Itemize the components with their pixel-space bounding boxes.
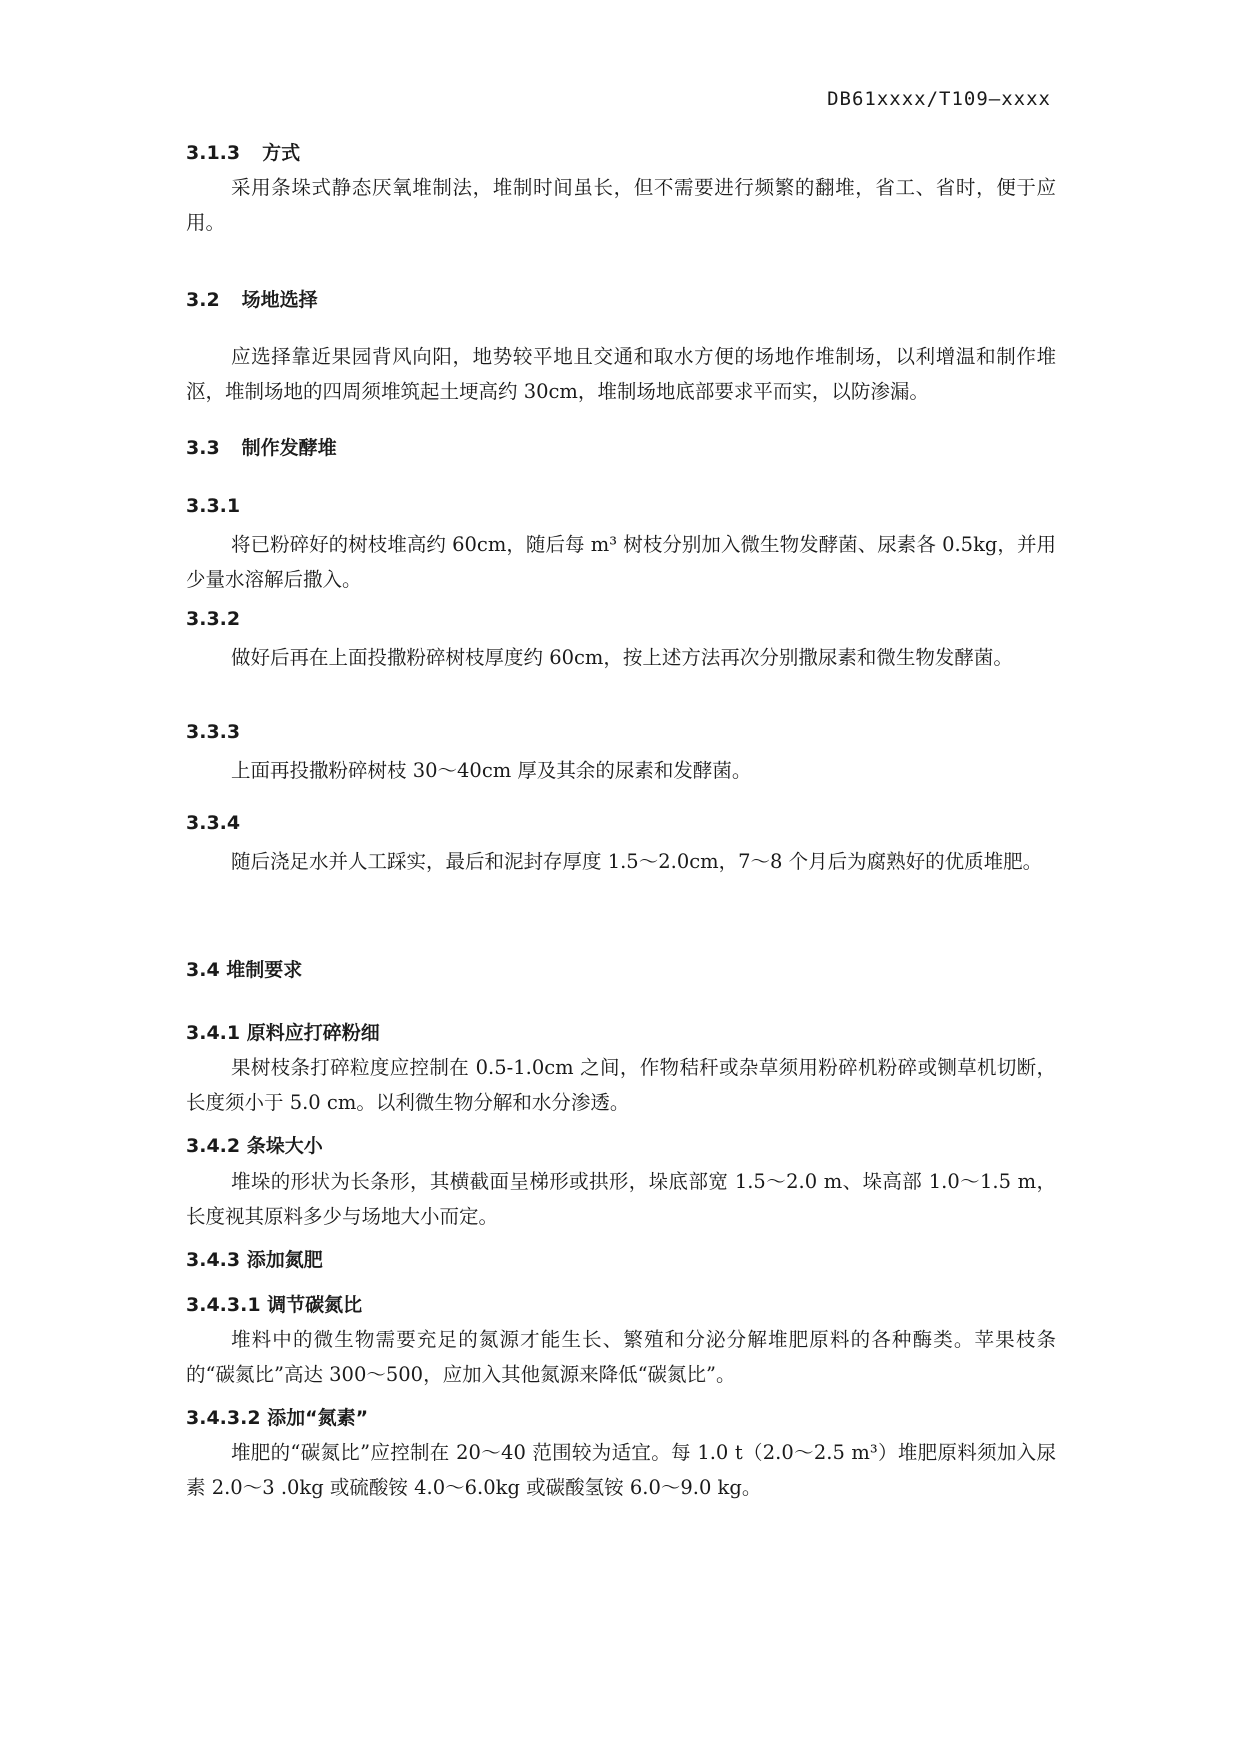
paragraph-3-4-1: 果树枝条打碎粒度应控制在 0.5-1.0cm 之间，作物秸秆或杂草须用粉碎机粉碎或铡草机切断，长度须小于 5.0 cm。以利微生物分解和水分渗透。	[186, 1056, 1056, 1114]
paragraph-3-3-1: 将已粉碎好的树枝堆高约 60cm，随后每 m³ 树枝分别加入微生物发酵菌、尿素各 0.5kg，并用少量水溶解后撒入。	[186, 533, 1056, 591]
heading-3-3-2: 3.3.2	[186, 608, 241, 630]
heading-3-3-4: 3.3.4	[186, 812, 241, 834]
heading-3-4-1: 3.4.1 原料应打碎粉细	[186, 1022, 380, 1044]
heading-3-3-1: 3.3.1	[186, 495, 241, 517]
heading-number: 3.3	[186, 437, 220, 459]
paragraph-3-4-3-1: 堆料中的微生物需要充足的氮源才能生长、繁殖和分泌分解堆肥原料的各种酶类。苹果枝条的“碳氮比”高达 300～500，应加入其他氮源来降低“碳氮比”。	[186, 1328, 1056, 1386]
paragraph-3-3-4: 随后浇足水并人工踩实，最后和泥封存厚度 1.5～2.0cm，7～8 个月后为腐熟好的优质堆肥。	[231, 850, 1043, 873]
paragraph-3-1-3: 采用条垛式静态厌氧堆制法，堆制时间虽长，但不需要进行频繁的翻堆，省工、省时，便于应用。	[186, 176, 1056, 234]
paragraph-3-4-2: 堆垛的形状为长条形，其横截面呈梯形或拱形，垛底部宽 1.5～2.0 m、垛高部 1.0～1.5 m，长度视其原料多少与场地大小而定。	[186, 1170, 1056, 1228]
heading-3-4-3-2: 3.4.3.2 添加“氮素”	[186, 1407, 369, 1429]
heading-title: 方式	[262, 142, 301, 164]
heading-3-3	[186, 433, 337, 460]
paragraph-3-2: 应选择靠近果园背风向阳，地势较平地且交通和取水方便的场地作堆制场，以利增温和制作堆沤，堆制场地的四周须堆筑起土埂高约 30cm，堆制场地底部要求平而实，以防渗漏。	[186, 345, 1056, 403]
heading-3-4: 3.4 堆制要求	[186, 959, 303, 981]
heading-3-4-3: 3.4.3 添加氮肥	[186, 1249, 323, 1271]
paragraph-3-3-3: 上面再投撒粉碎树枝 30～40cm 厚及其余的尿素和发酵菌。	[231, 759, 752, 782]
paragraph-3-4-3-2: 堆肥的“碳氮比”应控制在 20～40 范围较为适宜。每 1.0 t（2.0～2.5 m³）堆肥原料须加入尿素 2.0～3 .0kg 或硫酸铵 4.0～6.0kg 或碳酸氢铵 6.0～9.0 kg。	[186, 1441, 1056, 1499]
heading-title: 制作发酵堆	[241, 437, 337, 459]
heading-3-4-2: 3.4.2 条垛大小	[186, 1135, 323, 1157]
heading-3-1-3	[186, 138, 300, 165]
heading-title: 场地选择	[241, 289, 318, 311]
document-code: DB61xxxx/T109—xxxx	[827, 88, 1051, 110]
heading-number: 3.1.3	[186, 142, 241, 164]
heading-3-3-3: 3.3.3	[186, 721, 241, 743]
heading-number: 3.2	[186, 289, 220, 311]
heading-3-4-3-1: 3.4.3.1 调节碳氮比	[186, 1294, 363, 1316]
paragraph-3-3-2: 做好后再在上面投撒粉碎树枝厚度约 60cm，按上述方法再次分别撒尿素和微生物发酵菌。	[231, 646, 1013, 669]
heading-3-2	[186, 285, 318, 312]
